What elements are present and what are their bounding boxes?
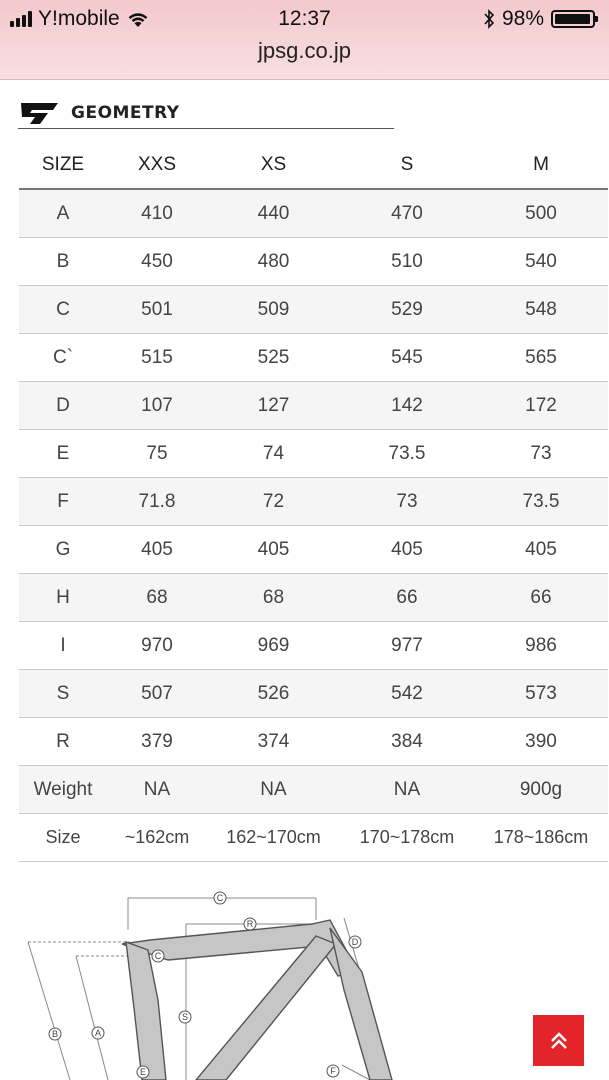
svg-text:E: E xyxy=(139,1067,147,1077)
table-row xyxy=(19,574,608,622)
table-cell: 390 xyxy=(474,718,608,766)
diagram-label xyxy=(137,1066,149,1078)
svg-text:F: F xyxy=(330,1066,336,1076)
svg-text:D: D xyxy=(351,937,359,947)
table-row xyxy=(19,718,608,766)
table-cell: 440 xyxy=(207,189,340,238)
row-label: G xyxy=(19,526,107,574)
section-title: GEOMETRY xyxy=(71,103,180,123)
diagram-label xyxy=(327,1065,339,1077)
table-cell: 986 xyxy=(474,622,608,670)
table-cell: 450 xyxy=(107,238,207,286)
table-cell: 73 xyxy=(474,430,608,478)
row-label: C` xyxy=(19,334,107,382)
row-label: I xyxy=(19,622,107,670)
table-row xyxy=(19,334,608,382)
table-cell: 969 xyxy=(207,622,340,670)
table-cell: 172 xyxy=(474,382,608,430)
row-label: F xyxy=(19,478,107,526)
table-row xyxy=(19,430,608,478)
table-cell: 107 xyxy=(107,382,207,430)
table-cell: 500 xyxy=(474,189,608,238)
table-row xyxy=(19,670,608,718)
status-right xyxy=(483,7,595,31)
table-row xyxy=(19,286,608,334)
table-cell: 507 xyxy=(107,670,207,718)
table-cell: 74 xyxy=(207,430,340,478)
row-label: E xyxy=(19,430,107,478)
row-label: Size xyxy=(19,814,107,862)
table-cell: 68 xyxy=(207,574,340,622)
table-cell: 573 xyxy=(474,670,608,718)
table-cell: ~162cm xyxy=(107,814,207,862)
row-label: R xyxy=(19,718,107,766)
column-header: M xyxy=(474,141,608,189)
svg-text:C: C xyxy=(154,951,162,961)
column-header: XXS xyxy=(107,141,207,189)
table-row xyxy=(19,238,608,286)
row-label: H xyxy=(19,574,107,622)
table-cell: 71.8 xyxy=(107,478,207,526)
table-cell: 178~186cm xyxy=(474,814,608,862)
table-cell: 510 xyxy=(340,238,474,286)
table-cell: 565 xyxy=(474,334,608,382)
table-row xyxy=(19,382,608,430)
column-header: SIZE xyxy=(19,141,107,189)
table-cell: NA xyxy=(207,766,340,814)
table-cell: 73 xyxy=(340,478,474,526)
row-label: Weight xyxy=(19,766,107,814)
table-cell: 515 xyxy=(107,334,207,382)
table-cell: 379 xyxy=(107,718,207,766)
battery-percent: 98% xyxy=(501,7,544,30)
table-cell: 900g xyxy=(474,766,608,814)
table-row xyxy=(19,189,608,238)
diagram-label xyxy=(214,892,226,904)
svg-text:S: S xyxy=(181,1012,189,1022)
table-cell: 480 xyxy=(207,238,340,286)
table-cell: 170~178cm xyxy=(340,814,474,862)
table-cell: 127 xyxy=(207,382,340,430)
table-cell: 162~170cm xyxy=(207,814,340,862)
table-row xyxy=(19,526,608,574)
table-cell: 405 xyxy=(474,526,608,574)
table-row xyxy=(19,478,608,526)
table-cell: 405 xyxy=(207,526,340,574)
table-cell: 410 xyxy=(107,189,207,238)
table-cell: 525 xyxy=(207,334,340,382)
frame-geometry-diagram xyxy=(0,880,609,1080)
table-cell: 405 xyxy=(340,526,474,574)
status-bar xyxy=(0,0,609,80)
table-cell: 66 xyxy=(474,574,608,622)
table-cell: 75 xyxy=(107,430,207,478)
diagram-label xyxy=(49,1028,61,1040)
table-cell: 68 xyxy=(107,574,207,622)
table-cell: 526 xyxy=(207,670,340,718)
table-row xyxy=(19,814,608,862)
column-header: S xyxy=(340,141,474,189)
geometry-heading xyxy=(18,98,394,129)
table-cell: 977 xyxy=(340,622,474,670)
row-label: S xyxy=(19,670,107,718)
address-bar-url[interactable]: jpsg.co.jp xyxy=(258,38,351,63)
table-cell: 470 xyxy=(340,189,474,238)
table-header-row xyxy=(19,141,608,189)
double-chevron-up-icon xyxy=(547,1029,571,1053)
table-cell: 542 xyxy=(340,670,474,718)
geometry-table xyxy=(19,141,608,862)
table-cell: 970 xyxy=(107,622,207,670)
row-label: D xyxy=(19,382,107,430)
table-cell: 142 xyxy=(340,382,474,430)
row-label: B xyxy=(19,238,107,286)
battery-icon xyxy=(551,10,595,28)
diagram-label xyxy=(179,1011,191,1023)
table-cell: 540 xyxy=(474,238,608,286)
table-cell: NA xyxy=(107,766,207,814)
diagram-label xyxy=(349,936,361,948)
column-header: XS xyxy=(207,141,340,189)
table-cell: 72 xyxy=(207,478,340,526)
table-cell: 548 xyxy=(474,286,608,334)
table-cell: 73.5 xyxy=(340,430,474,478)
brand-logo-icon xyxy=(18,100,62,126)
table-row xyxy=(19,766,608,814)
row-label: A xyxy=(19,189,107,238)
diagram-label xyxy=(92,1027,104,1039)
table-cell: 501 xyxy=(107,286,207,334)
table-cell: NA xyxy=(340,766,474,814)
bluetooth-icon xyxy=(483,9,495,29)
table-row xyxy=(19,622,608,670)
svg-text:C: C xyxy=(216,893,224,903)
carrier-label: Y!mobile xyxy=(38,7,120,30)
table-cell: 529 xyxy=(340,286,474,334)
clock: 12:37 xyxy=(278,7,331,30)
table-cell: 66 xyxy=(340,574,474,622)
table-cell: 545 xyxy=(340,334,474,382)
table-cell: 384 xyxy=(340,718,474,766)
svg-text:R: R xyxy=(246,919,254,929)
svg-text:A: A xyxy=(94,1028,102,1038)
diagram-label xyxy=(152,950,164,962)
back-to-top-button[interactable] xyxy=(533,1015,584,1066)
table-cell: 509 xyxy=(207,286,340,334)
table-cell: 405 xyxy=(107,526,207,574)
row-label: C xyxy=(19,286,107,334)
svg-text:B: B xyxy=(51,1029,59,1039)
table-cell: 374 xyxy=(207,718,340,766)
diagram-label xyxy=(244,918,256,930)
table-cell: 73.5 xyxy=(474,478,608,526)
